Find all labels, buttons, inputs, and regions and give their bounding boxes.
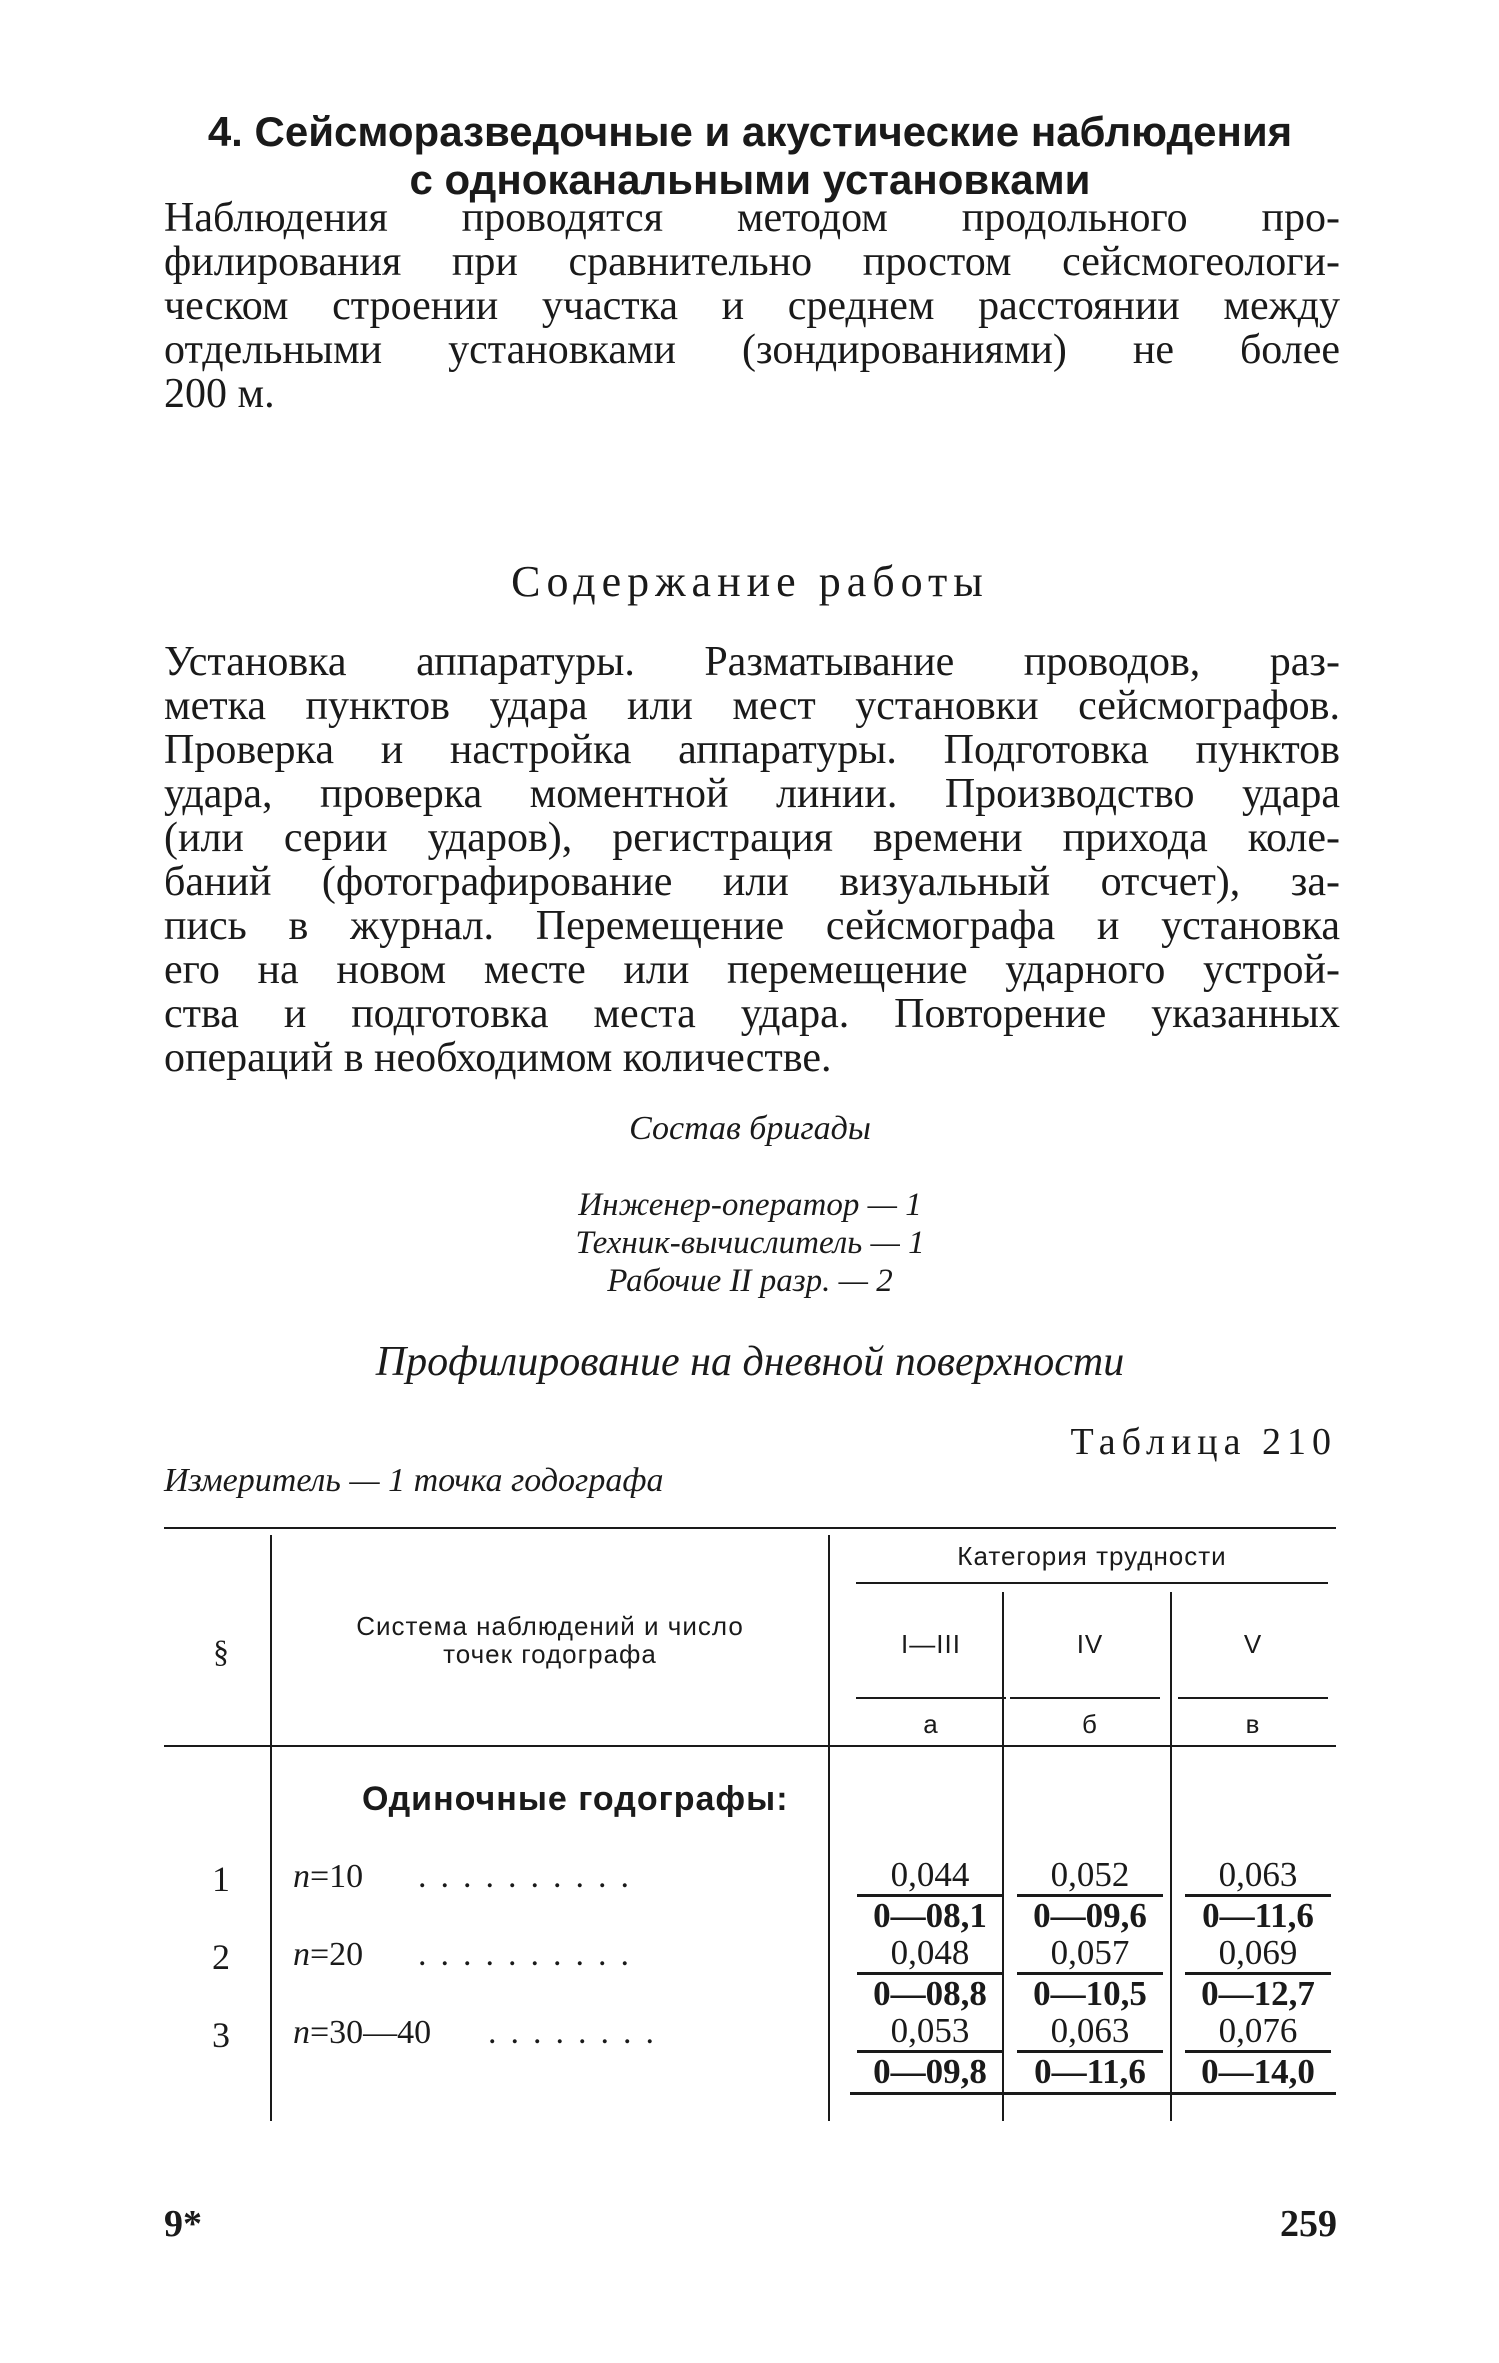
value-cell: 0,063	[1218, 1855, 1298, 1894]
category-letter-c: в	[1245, 1709, 1261, 1739]
row-label	[293, 1936, 363, 1974]
work-content-title: Содержание работы	[511, 557, 989, 606]
category-divider	[856, 1582, 1328, 1584]
row-label-value: =10	[310, 1858, 364, 1895]
row-label-value: =30—40	[310, 2014, 432, 2051]
category-2: IV	[1076, 1629, 1104, 1659]
work-line: пись в журнал. Перемещение сейсмографа и установка	[164, 903, 1340, 949]
table-number: Таблица 210	[1070, 1421, 1337, 1463]
work-line: Установка аппаратуры. Разматывание проводов, раз-	[164, 639, 1340, 685]
work-line: операций в необходимом количестве.	[164, 1035, 832, 1081]
fraction-cell: 0—09,8	[873, 2052, 987, 2091]
fraction-cell: 0—10,5	[1033, 1974, 1147, 2013]
work-line: метка пунктов удара или мест установки сейсмографов.	[164, 683, 1340, 729]
row-label	[293, 1858, 363, 1896]
value-cell: 0,053	[890, 2011, 970, 2050]
crew-member: Инженер-оператор — 1	[578, 1187, 922, 1223]
intro-line: 200 м.	[164, 371, 275, 417]
work-line: удара, проверка моментной линии. Производство удара	[164, 771, 1340, 817]
col-divider-2	[828, 1535, 830, 2121]
fraction-cell: 0—09,6	[1033, 1896, 1147, 1935]
letter-divider-b	[1010, 1697, 1160, 1699]
col-divider-4	[1170, 1592, 1172, 2121]
work-line: Проверка и настройка аппаратуры. Подготовка пунктов	[164, 727, 1340, 773]
col-divider-1	[270, 1535, 272, 2121]
leader-dots: ........	[488, 2014, 668, 2051]
value-cell: 0,052	[1050, 1855, 1130, 1894]
work-line: (или серии ударов), регистрация времени прихода коле-	[164, 815, 1340, 861]
intro-line: филирования при сравнительно простом сейсмогеологи-	[164, 239, 1340, 285]
value-cell: 0,076	[1218, 2011, 1298, 2050]
category-letter-a: а	[923, 1709, 939, 1739]
group-title: Одиночные годографы:	[362, 1780, 789, 1818]
table-top-border	[164, 1527, 1336, 1529]
crew-title: Состав бригады	[629, 1110, 871, 1147]
col-section-header: §	[213, 1633, 229, 1669]
letter-divider-c	[1178, 1697, 1328, 1699]
value-cell: 0,057	[1050, 1933, 1130, 1972]
value-cell: 0,044	[890, 1855, 970, 1894]
table-bottom-rule	[850, 2092, 1336, 2095]
intro-line: ческом строении участка и среднем расстоянии между	[164, 283, 1340, 329]
row-label-var: n	[293, 1936, 310, 1973]
work-line: его на новом месте или перемещение ударного устрой-	[164, 947, 1340, 993]
intro-line: отдельными установками (зондированиями) не более	[164, 327, 1340, 373]
fraction-cell: 0—08,1	[873, 1896, 987, 1935]
work-line: баний (фотографирование или визуальный отсчет), за-	[164, 859, 1340, 905]
intro-line: Наблюдения проводятся методом продольного про-	[164, 195, 1340, 241]
fraction-cell: 0—14,0	[1201, 2052, 1315, 2091]
letter-divider-a	[856, 1697, 1006, 1699]
row-label-value: =20	[310, 1936, 364, 1973]
leader-dots: ..........	[418, 1858, 643, 1895]
page-number: 259	[1280, 2203, 1337, 2245]
value-cell: 0,048	[890, 1933, 970, 1972]
measure-label: Измеритель — 1 точка годографа	[164, 1462, 664, 1499]
section-heading-line2: с одноканальными установками	[409, 156, 1091, 203]
table-header-bottom	[164, 1745, 1336, 1747]
fraction-cell: 0—11,6	[1202, 1896, 1314, 1935]
section-heading	[160, 108, 1340, 204]
profiling-title: Профилирование на дневной поверхности	[375, 1339, 1125, 1385]
value-cell: 0,069	[1218, 1933, 1298, 1972]
row-label-var: n	[293, 1858, 310, 1895]
row-number: 2	[212, 1937, 230, 1977]
row-number: 3	[212, 2015, 230, 2055]
row-label-var: n	[293, 2014, 310, 2051]
value-cell: 0,063	[1050, 2011, 1130, 2050]
category-letter-b: б	[1082, 1709, 1098, 1739]
crew-member: Рабочие II разр. — 2	[607, 1263, 893, 1299]
crew-list	[160, 1186, 1340, 1300]
footer-signature-mark: 9*	[164, 2203, 202, 2245]
work-content-paragraph	[164, 640, 1340, 1080]
row-number: 1	[212, 1859, 230, 1899]
category-3: V	[1243, 1629, 1263, 1659]
crew-member: Техник-вычислитель — 1	[575, 1225, 925, 1261]
intro-paragraph	[164, 196, 1340, 416]
col-category-header: Категория трудности	[957, 1541, 1227, 1571]
work-line: ства и подготовка места удара. Повторение указанных	[164, 991, 1340, 1037]
fraction-cell: 0—11,6	[1034, 2052, 1146, 2091]
row-label	[293, 2014, 431, 2052]
section-heading-line1: 4. Сейсморазведочные и акустические наблюдения	[207, 108, 1293, 155]
col-system-header: Система наблюдений и число точек годографа	[356, 1611, 744, 1669]
fraction-cell: 0—12,7	[1201, 1974, 1315, 2013]
leader-dots: ..........	[418, 1936, 643, 1973]
fraction-cell: 0—08,8	[873, 1974, 987, 2013]
category-1: I—III	[901, 1629, 961, 1659]
